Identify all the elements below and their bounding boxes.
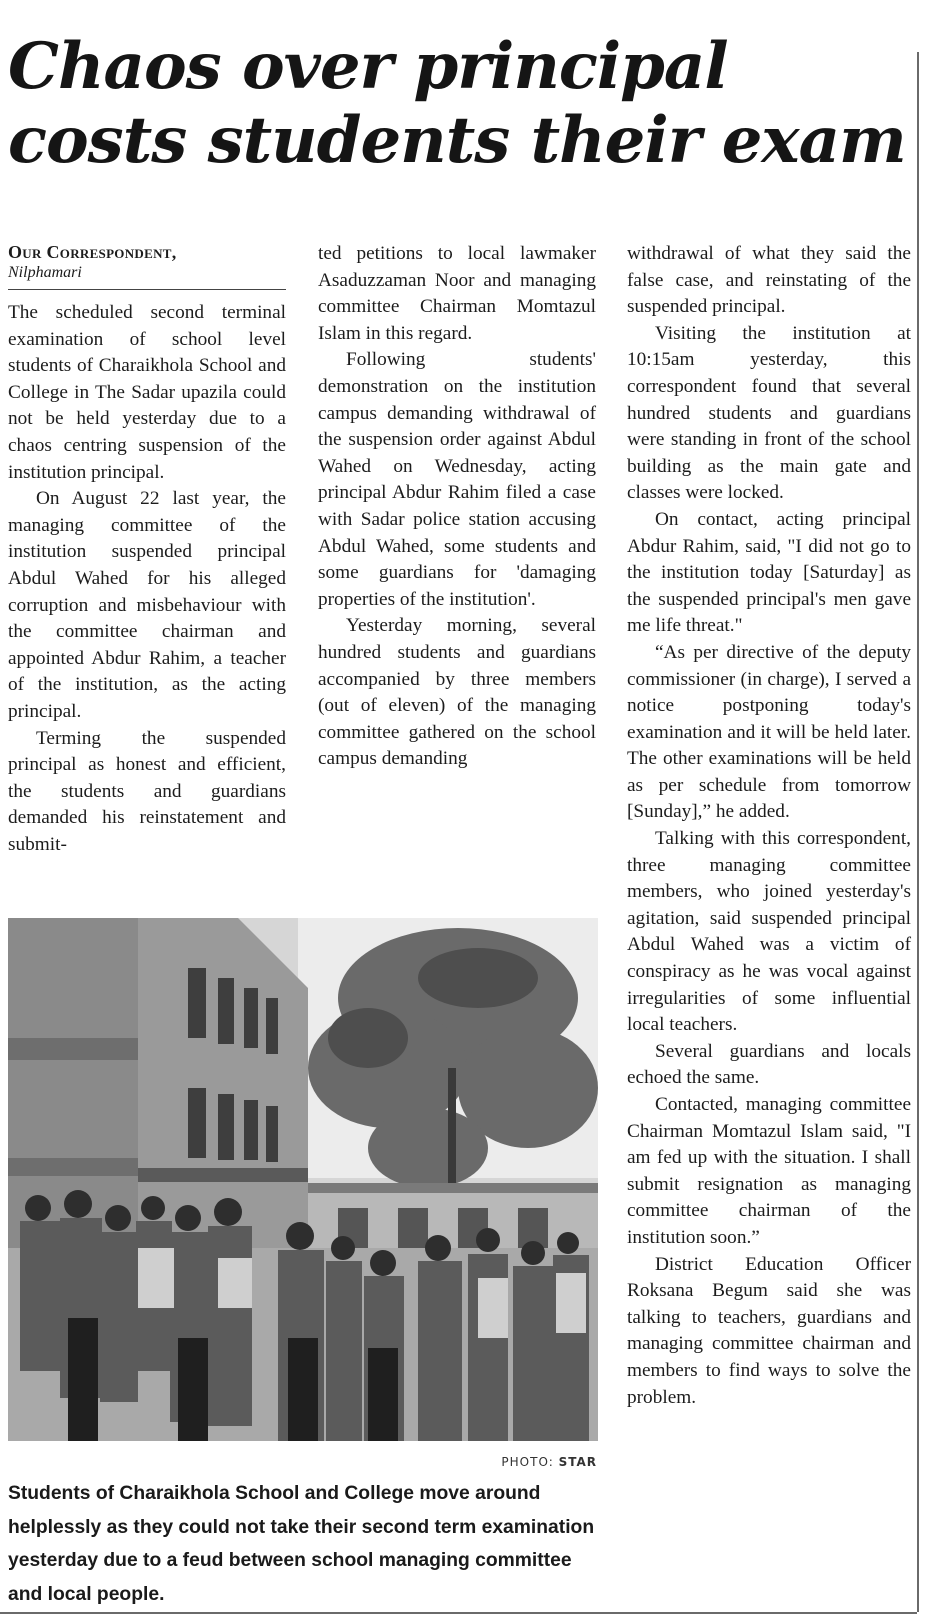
article-column-2 [318, 241, 596, 773]
byline-place: Nilphamari [8, 264, 82, 281]
paragraph: Talking with this correspondent, three managing committee members, who joined yesterday's agitation, said suspended principal Abdul Wahed was a victim of conspiracy as he was vocal against irregularities of some influential local teachers. [627, 828, 911, 1036]
paragraph: Terming the suspended principal as honest and efficient, the students and guardians demanded his reinstatement and submit- [8, 727, 286, 855]
photo-credit [420, 1455, 597, 1469]
paragraph: Contacted, managing committee Chairman Momtazul Islam said, "I am fed up with the situation. I shall submit resignation as managing committee chairman of the institution soon.” [627, 1094, 911, 1248]
paragraph: ted petitions to local lawmaker Asaduzzaman Noor and managing committee Chairman Momtazul Islam in this regard. [318, 243, 596, 344]
paragraph: On contact, acting principal Abdur Rahim, said, "I did not go to the institution today [Saturday] as the suspended principal's men gave me life threat." [627, 508, 911, 637]
photo-credit-label: PHOTO: [501, 1455, 554, 1469]
photo-caption: Students of Charaikhola School and College move around helplessly as they could not take their second term examination yesterday due to a feud between school managing committee and local people. [8, 1483, 595, 1605]
news-photo [8, 918, 598, 1441]
byline-divider [8, 289, 286, 290]
byline-name: Our Correspondent, [8, 242, 177, 262]
article-column-1 [8, 241, 286, 858]
paragraph: The scheduled second terminal examination of school level students of Charaikhola School and College in The Sadar upazila could not be held yesterday due to a chaos centring suspension of the institution principal. [8, 302, 286, 483]
paragraph: District Education Officer Roksana Begum said she was talking to teachers, guardians and managing committee chairman and members to find ways to solve the problem. [627, 1253, 911, 1408]
photo-credit-source: STAR [558, 1455, 597, 1469]
headline: Chaos over principal costs students their exam [8, 29, 906, 178]
paragraph: withdrawal of what they said the false case, and reinstating of the suspended principal. [627, 243, 911, 318]
paragraph: On August 22 last year, the managing committee of the institution suspended principal Abdul Wahed for his alleged corruption and misbehaviour with the committee chairman and appointed Abdur Rahim, a teacher of the institution, as the acting principal. [8, 488, 286, 722]
paragraph: Yesterday morning, several hundred students and guardians accompanied by three members (out of eleven) of the managing committee gathered on the school campus demanding [318, 615, 596, 770]
paragraph: Several guardians and locals echoed the same. [627, 1040, 911, 1089]
paragraph: “As per directive of the deputy commissioner (in charge), I served a notice postponing today's examination and it will be held later. The other examinations will be held as per schedule from tomorrow [Sunday],” he added. [627, 641, 911, 823]
paragraph: Visiting the institution at 10:15am yesterday, this correspondent found that several hundred students and guardians were standing in front of the school building as the main gate and classes were locked. [627, 322, 911, 504]
column-rule-right [917, 52, 919, 1612]
paragraph: Following students' demonstration on the institution campus demanding withdrawal of the suspension order against Abdul Wahed on Wednesday, acting principal Abdur Rahim filed a case with Sadar police station accusing Abdul Wahed, some students and some guardians for 'damaging properties of the institution'. [318, 349, 596, 610]
article-column-3 [627, 241, 911, 1411]
page-rule-bottom [0, 1612, 917, 1614]
